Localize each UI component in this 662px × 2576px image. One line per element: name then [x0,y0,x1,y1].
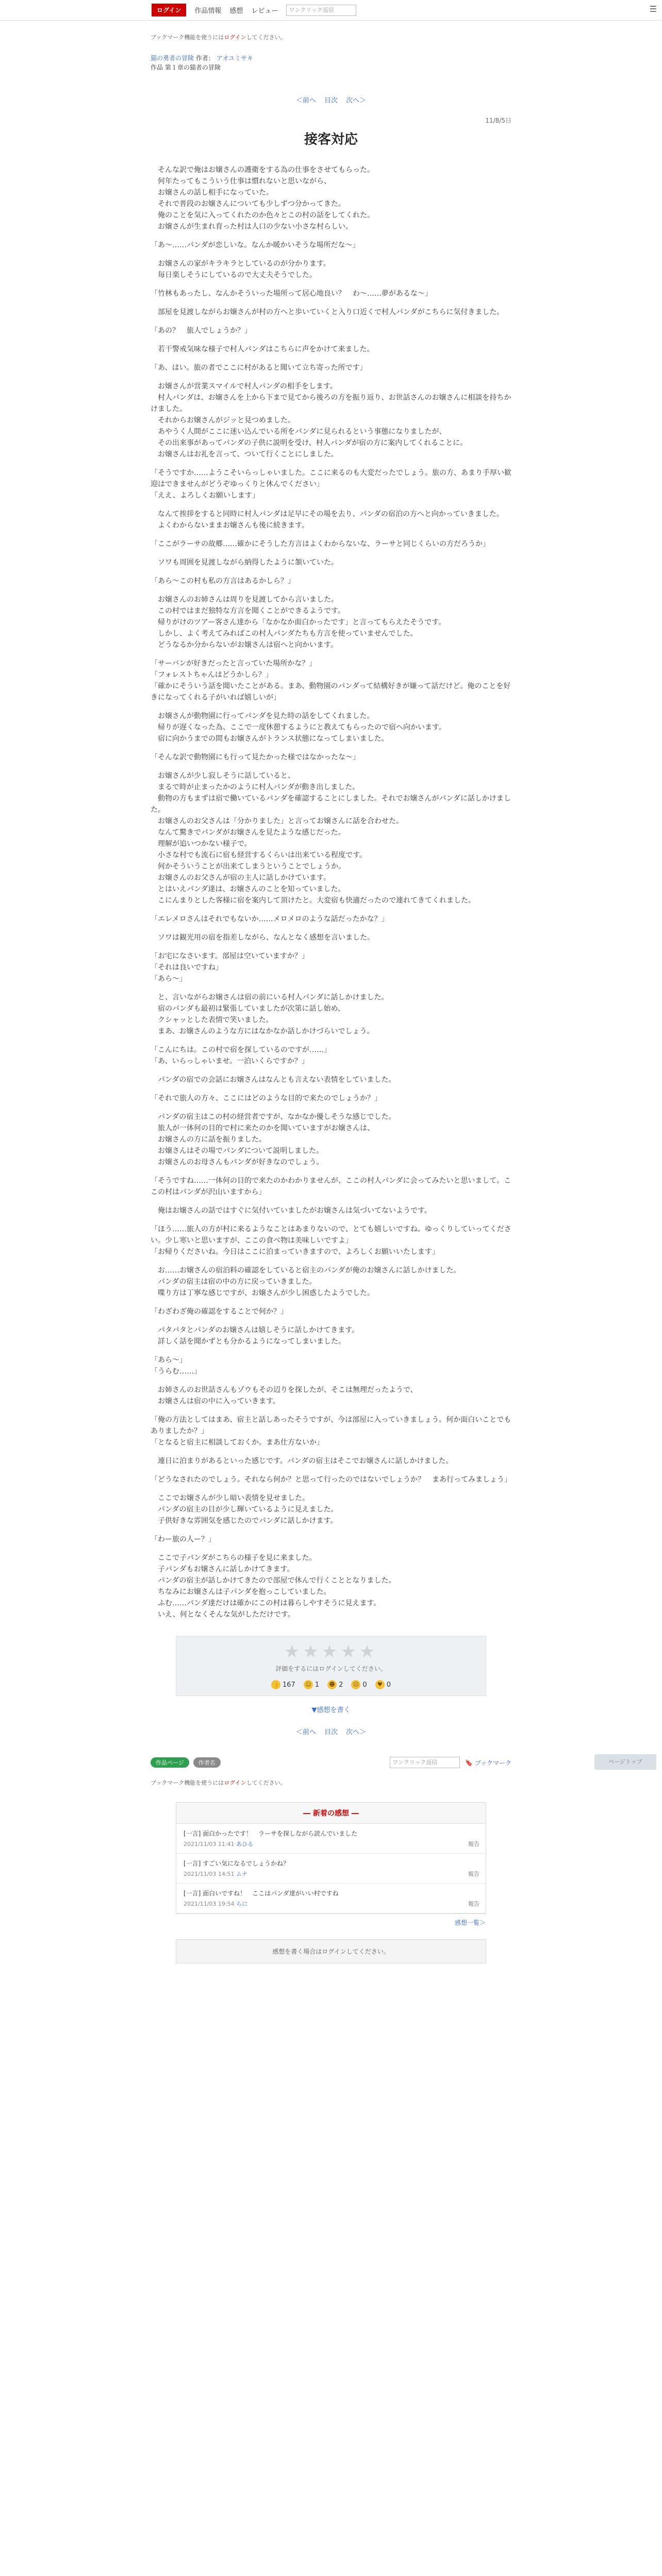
series-link[interactable]: 猫の勇者の冒険 [151,55,194,62]
reaction-cry[interactable] [351,1680,367,1689]
chapter-body [151,164,511,1620]
news-item-date: 2021/11/03 19:54 [184,1901,235,1907]
nav-impressions[interactable]: 感想 [229,7,243,15]
reaction-count: 1 [315,1681,320,1689]
review-login-box: 感想を書く場合はログインしてください。 [176,1939,486,1963]
paragraph: 俺はお嬢さんの話ではすぐに気付いていましたがお嬢さんは気づいてないようです。 [151,1207,432,1215]
paragraph: ここで子パンダがこちらの様子を見に来ました。 子パンダもお嬢さんに話しかけてきます。 パンダの宿主が話しかけてきたので部屋で休んで行くこととなりました。 ちなみにお嬢さんは子パンダを抱っこしていました。 ふむ……パンダ達だけは確かにこの村は暮らしやすそうに見えます。 いえ、何となくそんな気がしただけです。 [157,1554,396,1619]
paragraph: お嬢さんのお姉さんは周りを見渡してから言いました。 この村ではまだ独特な方言を聞くことができるようです。 帰りがけのツアー客さん達から「なかなか面白かったです」と言ってもらえたそうです。 しかし、よく考えてみればこの村人パンダたちも方言を使っていませんでした。 どうなるか分からないがお嬢さんは宿へと向かいます。 [157,596,446,649]
paragraph: 「そうですね……一体何の目的で来たのかわかりませんが、ここの村人パンダに会ってみたいと思いまして。ここの村はパンダが沢山いますから」 [151,1177,511,1196]
paragraph: 「そうですか……ようこそいらっしゃいました。ここに来るのも大変だったでしょう。旅の方、あまり手厚い歓迎はできませんがどうぞゆっくりと休んでください」 「ええ、よろしくお願いします」 [151,469,511,500]
reaction-count: 0 [362,1681,367,1689]
paragraph: 連日に泊まりがあるといった感じです。パンダの宿主はそこでお嬢さんに話しかけました。 [151,1457,453,1465]
bookmark-notice: ブックマーク機能を使うにはログインしてください。 [151,34,286,41]
news-item-meta [184,1870,478,1878]
rating-box [176,1636,486,1696]
reaction-count: 0 [386,1681,391,1689]
news-item-title[interactable]: [一言] すごい気になるでしょうかね？ [184,1860,290,1867]
reaction-count: 167 [283,1681,295,1689]
news-item[interactable] [176,1854,486,1884]
report-link[interactable]: 報告 [468,1871,479,1877]
prev-link[interactable]: ＜前へ [295,97,316,105]
paragraph: お姉さんのお世話さんもゾウもその辺りを探したが、そこは無理だったようで、 お嬢さんは宿の中に入っていきます。 [157,1386,418,1405]
reaction-thumbs-up[interactable] [271,1680,295,1689]
news-item[interactable] [176,1884,486,1913]
section-label: 作品 第１章の猫者の冒険 [151,64,221,71]
paragraph: 「あ、はい。旅の者でここに村があると聞いて立ち寄った所です」 [151,364,367,372]
paragraph: 若干警戒気味な様子で村人パンダはこちらに声をかけて来ました。 [151,345,374,353]
menu-icon[interactable]: ☰ [649,4,657,14]
paragraph: 「ここがラーサの故郷……確かにそうした方言はよくわからないな、ラーサと同じくらいの方だろうか」 [151,540,490,548]
cry-icon: ☹ [351,1680,360,1689]
footer-search-input[interactable]: ワンクリック返信 [390,1757,460,1768]
paragraph: そんな訳で俺はお嬢さんの護衛をする為の仕事をさせてもらった。 何年たってもこういう仕事は慣れないと思いながら、 お嬢さんの話し相手になっていた。 それで普段のお嬢さんについても少しずつ分かってきた。 俺のことを気に入ってくれたのか色々とこの村の話をしてくれた。 お嬢さんが生まれ育った村は人口の少ない小さな村らしい。 [157,166,374,231]
next-link[interactable]: 次へ＞ [346,97,367,105]
chapter-pager-bottom [151,1726,511,1736]
paragraph: 「こんにちは。この村で宿を探しているのですが……」 「あ、いらっしゃいませ。一泊いくらですか？」 [151,1046,331,1065]
paragraph: パンダの宿での会話にお嬢さんはなんとも言えない表情をしていました。 [151,1076,396,1084]
reaction-heart[interactable] [375,1680,391,1689]
reaction-laugh[interactable] [327,1680,343,1689]
paragraph: 「サーバンが好きだったと言っていた場所かな？」 「フォレストちゃんはどうかしら？」 「確かにそういう話を聞いたことがある。まあ、動物園のパンダって結構好きが嫌って話だけど。俺のことを好きになってくれる子がいれば嬉しいが」 [151,659,511,702]
paragraph: ここでお嬢さんが少し暗い表情を見せました。 パンダの宿主の目が少し輝いているように見えました。 子供好きな雰囲気を感じたのでパンダに話しかけます。 [157,1494,338,1525]
bookmark-button[interactable]: 🔖 ブックマーク [465,1759,511,1767]
paragraph: なんて挨拶をすると同時に村人パンダは足早にその場を去り、パンダの宿泊の方へと向かっていきました。 よくわからないままお嬢さんも後に続きます。 [157,510,504,530]
reaction-count: 2 [339,1681,343,1689]
news-item-user[interactable]: ムナ [236,1871,247,1877]
login-link[interactable]: ログイン [224,34,246,41]
chapter-pager [151,95,511,105]
news-item-user[interactable]: あひる [236,1841,254,1848]
paragraph: 「お宅になさいます。部屋は空いていますか？」 「それは良いですね」 「あら～」 [151,952,309,983]
paragraph: 「あら～」 「うらむ……」 [151,1356,201,1376]
bookmark-notice-bottom: ブックマーク機能を使うにはログインしてください。 [151,1780,286,1786]
prev-link-bottom[interactable]: ＜前へ [295,1728,316,1736]
paragraph: お嬢さんが少し寂しそうに話していると、 まるで時が止まったかのように村人パンダが動き出しました。 動物の方もまずは宿で働いているパンダを確認することにしました。それでお嬢さんがパンダに話しかけました。 お嬢さんのお父さんは「分かりました」と言ってお嬢さんに話を合わせた。 なんて驚きでパンダがお嬢さんを見たような感じだった。 理解が追いつかない様子で。 小さな村でも流石に宿も経営するくらいは出来ている程度です。 何かそういうことが出来てしまうということでしょうか。 お嬢さんのお父さんが宿の主人に話しかけています。 とはいえパンダ達は、お嬢さんのことを知っていました。 こにんまりとした客様に宿を案内して頂けたと。大変宿も快適だったので連れてきてくれました。 [151,772,511,905]
paragraph: 「そんな訳で動物園にも行って見たかった様ではなかったな～」 [151,753,360,761]
smile-icon: ☺ [304,1680,313,1689]
news-item-title[interactable]: [一言] 面白いですね！ ここはパンダ達がいい村ですね [184,1890,339,1897]
paragraph: 「あら～この村も私の方言はあるかしら？」 [151,577,295,585]
heart-icon: ♥ [375,1680,385,1689]
laugh-icon: ☻ [327,1680,337,1689]
more-impressions-link[interactable]: 感想一覧＞ [454,1919,486,1926]
paragraph: 「あ～……パンダが恋しいな。なんか暖かいそうな場所だな～」 [151,241,360,249]
paragraph: パンダの宿主はこの村の経営者ですが、なかなか優しそうな感じでした。 旅人が一体何の目的で村に来たのかを聞いていますがお嬢さんは、 お嬢さんの方に話を振りました。 お嬢さんはその場でパンダについて説明しました。 お嬢さんのお母さんもパンダが好きなのでしょう。 [157,1113,396,1166]
paragraph: 「わざわざ俺の確認をすることで何か？」 [151,1308,288,1316]
index-link-bottom[interactable]: 目次 [324,1728,338,1736]
news-item-meta [184,1900,478,1908]
paragraph: 「わー旅の人ー？」 [151,1535,216,1544]
page-top-button[interactable]: ページトップ [594,1754,656,1770]
paragraph: 「どうなされたのでしょう。それなら何か？と思って行ったのではないでしょうか？ まあ行ってみましょう」 [151,1476,511,1484]
nav-work-info[interactable]: 作品情報 [194,7,222,15]
news-item-date: 2021/11/03 11:41 [184,1841,235,1848]
bookmark-icon: 🔖 [465,1759,473,1767]
paragraph: お……お嬢さんの宿泊料の確認をしていると宿主のパンダが俺のお嬢さんに話しかけました。 パンダの宿主は宿の中の方に戻っていきました。 喋り方は丁寧な感じですが、お嬢さんが少し困惑したようでした。 [157,1266,461,1297]
footer-tools [151,1757,511,1768]
paragraph: お嬢さんが営業スマイルで村人パンダの相手をします。 村人パンダは、お嬢さんを上から下まで見てから後ろの方を振り返り、お世話さんのお嬢さんに相談を持ちかけました。 それからお嬢さんがジッと見つめました。 あやうく人間がここに迷い込んでいる所をパンダに見られるという事態になりましたが、 その出来事があってパンダの子供に説明を受け、村人パンダが宿の方に案内してくれることに。 お嬢さんはお礼を言って、ついて行くことにしました。 [151,382,511,459]
login-button[interactable]: ログイン [152,4,186,16]
news-item-user[interactable]: らに [236,1901,248,1907]
author-badge[interactable]: 作者名 [193,1757,221,1768]
paragraph: 「ほう……旅人の方が村に来るようなことはあまりないので、とても嬉しいですね。ゆっくりしていってください。少し寒いと思いますが、ここの食べ物は美味しいですよ」 「お帰りくださいね。今日はここに泊まっていきますので、よろしくお願いいたします」 [151,1225,511,1256]
author-link[interactable]: アオユミサキ [216,55,254,62]
paragraph: 「あの？ 旅人でしょうか？」 [151,327,252,335]
work-page-badge[interactable]: 作品ページ [151,1757,189,1768]
paragraph: ソワも周囲を見渡しながら納得したように頷いていた。 [151,558,338,567]
rating-stars[interactable]: ★★★★★ [284,1641,378,1662]
author-label: 作者： [195,55,214,62]
paragraph: 「竹林もあったし、なんかそういった場所って居心地良い？ わ～……夢があるな～」 [151,290,432,298]
thumbs-up-icon: 👍 [271,1680,280,1689]
paragraph: パタパタとパンダのお嬢さんは嬉しそうに話しかけてきます。 詳しく話を聞かずとも分かるようになってしまいました。 [157,1326,359,1346]
reaction-bar [176,1680,486,1689]
news-heading: ― 新着の感想 ― [176,1803,486,1824]
chapter-title: 接客対応 [304,132,358,147]
news-item-date: 2021/11/03 14:51 [184,1871,235,1877]
paragraph: 「俺の方法としてはまあ、宿主と話しあったそうですが、今は部屋に入っていきましょう。何か面白いことでもありましたか？」 「となると宿主に相談しておくか。まあ仕方ないか」 [151,1416,511,1447]
report-link[interactable]: 報告 [468,1901,479,1907]
paragraph: と、言いながらお嬢さんは宿の前にいる村人パンダに話しかけました。 宿のパンダも最初は緊張していましたが次第に話し始め、 クシャッとした表情で笑いました。 まあ、お嬢さんのような方にはなかなか話しかけづらいでしょう。 [157,993,389,1036]
main-content [151,33,511,1963]
report-link[interactable]: 報告 [468,1841,479,1848]
search-input[interactable]: ワンクリック返信 [286,5,356,16]
news-item-meta [184,1840,478,1848]
write-impression-button[interactable]: ▼感想を書く [311,1706,351,1714]
news-item[interactable] [176,1824,486,1854]
index-link[interactable]: 目次 [324,97,338,105]
paragraph: お嬢さんの家がキラキラとしているのが分かります。 毎日楽しそうにしているので大丈夫そうでした。 [157,260,330,279]
nav-reviews[interactable]: レビュー [251,7,278,15]
rating-text: 評価をするにはログインしてください。 [275,1665,387,1672]
next-link-bottom[interactable]: 次へ＞ [346,1728,367,1736]
news-item-title[interactable]: [一言] 面白かったです！ ラーサを探しながら読んでいました [184,1830,358,1837]
paragraph: 「エレメロさんはそれでもないか……メロメロのような話だったかな？」 [151,915,389,923]
new-impressions-box [176,1802,486,1914]
paragraph: 部屋を見渡しながらお嬢さんが村の方へと歩いていくと入り口近くで村人パンダがこちらに気付きました。 [151,308,504,316]
paragraph: 「それで旅人の方々、ここにはどのような目的で来たのでしょうか？」 [151,1094,382,1103]
work-meta [151,54,511,72]
paragraph: ソワは観光用の宿を指差しながら、なんとなく感想を言いました。 [151,934,374,942]
reaction-smile[interactable] [304,1680,319,1689]
paragraph: お嬢さんが動物園に行ってパンダを見た時の話をしてくれました。 帰りが遅くなった為、ここで一度休憩するようにと教えてもらったので宿へ向かいます。 宿に向かうまでの間もお嬢さんがトランス状態になってしまいました。 [157,712,446,743]
chapter-number: 11/8/5日 [485,117,511,124]
login-link-bottom[interactable]: ログイン [224,1780,246,1786]
top-navbar [0,0,662,21]
